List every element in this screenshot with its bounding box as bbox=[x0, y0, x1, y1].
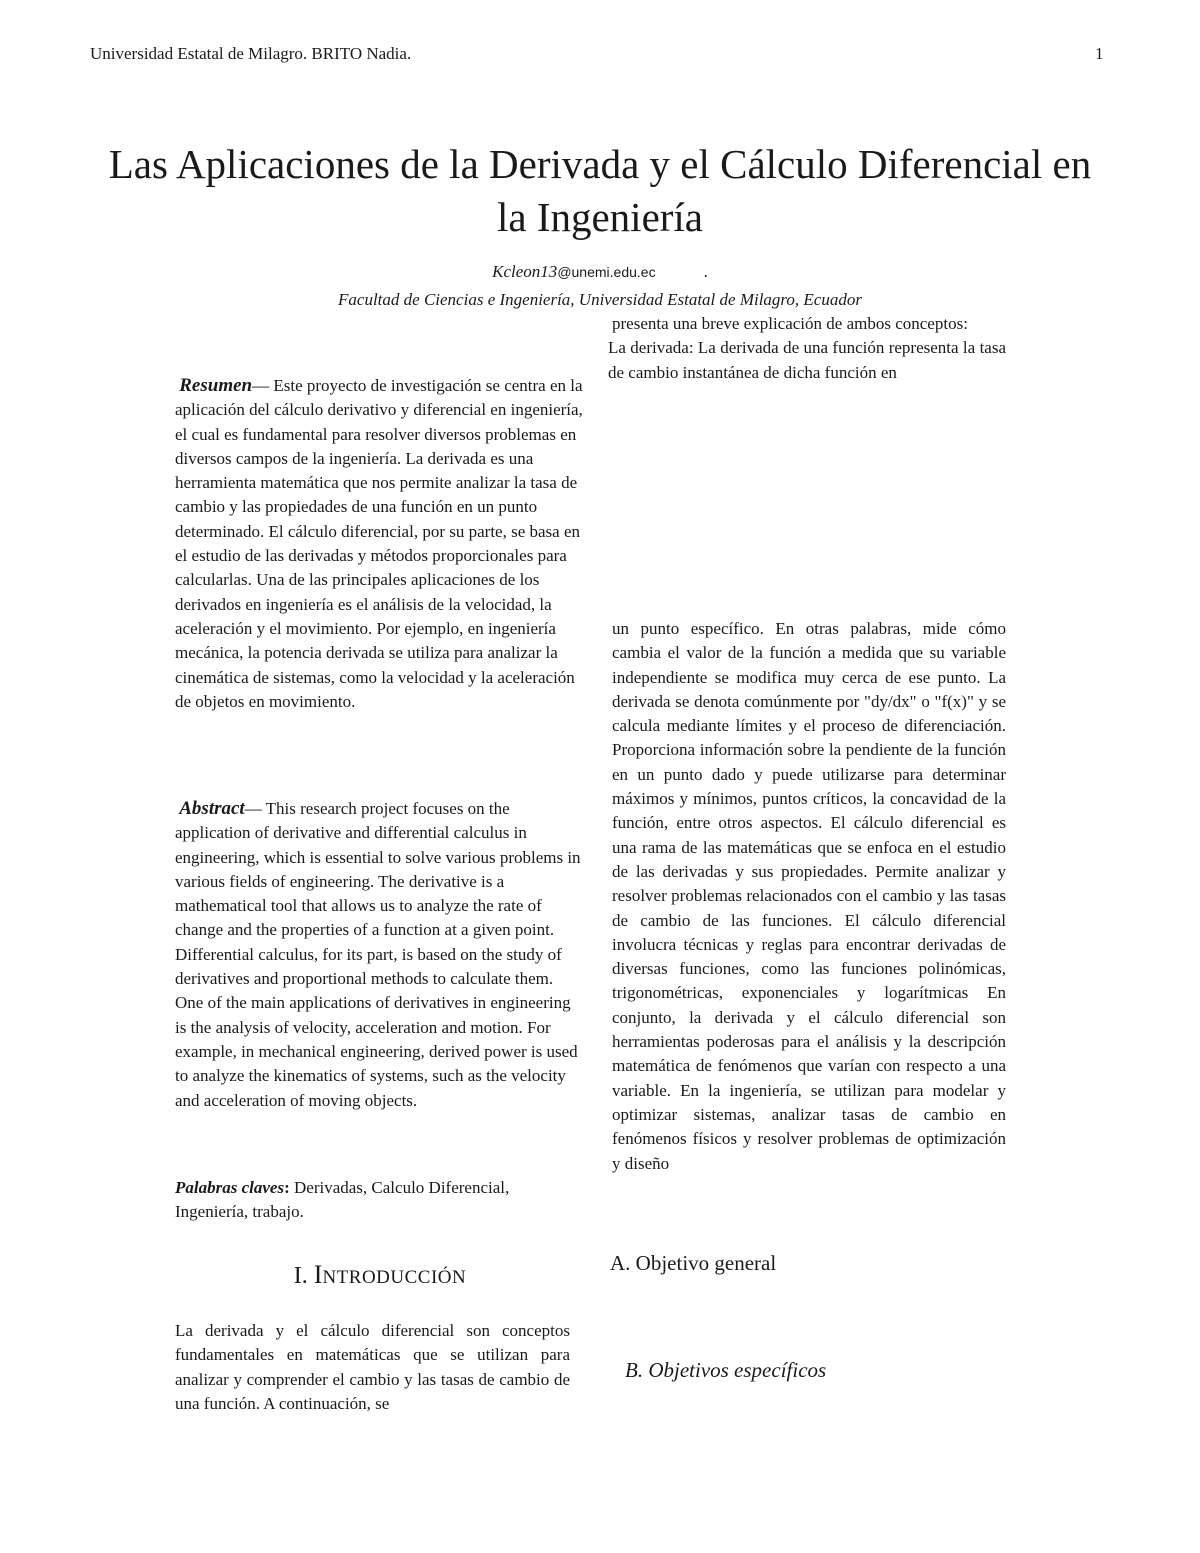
subsection-heading-objetivo-general: A. Objetivo general bbox=[610, 1251, 777, 1275]
abstract-text: This research project focuses on the application of derivative and differential calculus in engineering, which is essential to solve various problems in various fields of engineering. The derivative is a mathematical tool that allows us to analyze the rate of change and the properties of a function at a given point. Differential calculus, for its part, is based on the study of derivatives and proportional methods to calculate them. One of the main applications of derivatives in engineering is the analysis of velocity, acceleration and motion. For example, in mechanical engineering, derived power is used to analyze the kinematics of systems, such as the velocity and acceleration of moving objects. bbox=[175, 799, 581, 1110]
subsection-heading-objetivos-especificos: B. Objetivos específicos bbox=[625, 1358, 827, 1382]
resumen-block bbox=[175, 374, 585, 714]
right-column-top bbox=[608, 312, 1006, 385]
keywords-text: Derivadas, Calculo Diferencial, Ingeniería, trabajo. bbox=[175, 1178, 510, 1222]
abstract-label: Abstract bbox=[179, 798, 245, 819]
section-initial: I bbox=[313, 1260, 323, 1289]
running-header: Universidad Estatal de Milagro. BRITO Nadia. bbox=[90, 44, 412, 63]
email-trailing-dot: . bbox=[703, 262, 708, 281]
main-body-text: un punto específico. En otras palabras, mide cómo cambia el valor de la función a medida que su variable independiente se modifica muy cerca de ese punto. La derivada se denota comúnmente por "dy/dx" o "f(x)" y se calcula mediante límites y el proceso de diferenciación. Proporciona información sobre la pendiente de la función en un punto dado y puede utilizarse para determinar máximos y mínimos, puntos críticos, la concavidad de la función, entre otros aspectos. El cálculo diferencial es una rama de las matemáticas que se enfoca en el estudio de las derivadas y sus propiedades. Permite analizar y resolver problemas relacionados con el cambio y las tasas de cambio de las funciones. El cálculo diferencial involucra técnicas y reglas para encontrar derivadas de diversas funciones, como las funciones polinómicas, trigonométricas, exponenciales y logarítmicas En conjunto, la derivada y el cálculo diferencial son herramientas poderosas para el análisis y la descripción matemática de fenómenos que varían con respecto a una variable. En la ingeniería, se utilizan para modelar y optimizar sistemas, analizar tasas de cambio en fenómenos físicos y resolver problemas de optimización y diseño bbox=[612, 619, 1006, 1173]
derivada-intro-text: La derivada: La derivada de una función representa la tasa de cambio instantánea de dicha función en bbox=[608, 338, 1006, 382]
keywords-colon: : bbox=[284, 1178, 294, 1197]
author-affiliation: Facultad de Ciencias e Ingeniería, Universidad Estatal de Milagro, Ecuador bbox=[338, 290, 862, 309]
intro-text: La derivada y el cálculo diferencial son conceptos fundamentales en matemáticas que se utilizan para analizar y comprender el cambio y las tasas de cambio de una función. A continuación, se bbox=[175, 1321, 570, 1413]
abstract-block bbox=[175, 797, 585, 1113]
paper-title: Las Aplicaciones de la Derivada y el Cálculo Diferencial en la Ingeniería bbox=[108, 141, 1092, 240]
resumen-label: Resumen bbox=[179, 375, 253, 396]
keywords-block bbox=[175, 1176, 585, 1225]
email-user: Kcleon13 bbox=[492, 262, 558, 281]
section-numeral: I. bbox=[293, 1263, 314, 1289]
resumen-text: Este proyecto de investigación se centra en la aplicación del cálculo derivativo y diferencial en ingeniería, el cual es fundamental para resolver diversos problemas en diversos campos de la ingeniería. La derivada es una herramienta matemática que nos permite analizar la tasa de cambio y las propiedades de una función en un punto determinado. El cálculo diferencial, por su parte, se basa en el estudio de las derivadas y métodos proporcionales para calcularlas. Una de las principales aplicaciones de los derivados en ingeniería es el análisis de la velocidad, la aceleración y el movimiento. Por ejemplo, en ingeniería mecánica, la potencia derivada se utiliza para analizar la cinemática de sistemas, como la velocidad y la aceleración de objetos en movimiento. bbox=[175, 376, 583, 711]
right-column-main bbox=[612, 617, 1006, 1176]
continuation-text: presenta una breve explicación de ambos conceptos: bbox=[612, 314, 968, 333]
section-heading-introduccion bbox=[175, 1260, 585, 1290]
page-number: 1 bbox=[1095, 44, 1104, 63]
resumen-dash: — bbox=[252, 376, 274, 395]
intro-paragraph bbox=[175, 1319, 570, 1416]
section-title-rest: NTRODUCCIÓN bbox=[322, 1267, 467, 1288]
email-domain: @unemi.edu.ec bbox=[557, 264, 656, 280]
keywords-label: Palabras claves bbox=[175, 1178, 285, 1197]
author-email bbox=[0, 262, 1200, 282]
abstract-dash: — bbox=[244, 799, 266, 818]
